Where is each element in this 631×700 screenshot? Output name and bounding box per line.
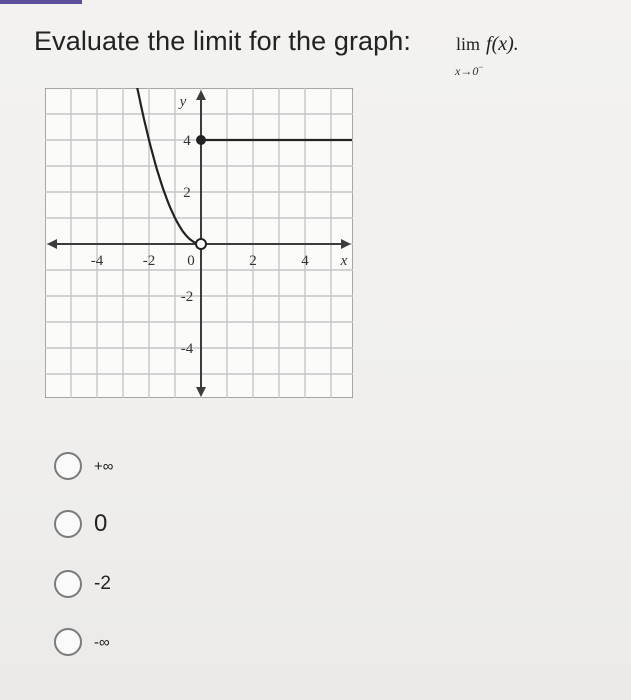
limit-word: lim [456, 34, 481, 54]
option-label: -2 [94, 573, 111, 594]
x-tick-label: 0 [187, 253, 195, 269]
y-tick-label: -4 [180, 341, 194, 357]
x-tick-label: -4 [90, 253, 104, 269]
option-minus-infinity[interactable] [54, 628, 110, 656]
y-tick-label: 4 [183, 133, 191, 149]
limit-function: f(x). [486, 33, 519, 55]
option-plus-infinity[interactable] [54, 452, 113, 480]
x-axis-label: x [340, 253, 348, 269]
closed-point [196, 135, 206, 145]
function-graph [45, 88, 353, 398]
option-negative-two[interactable] [54, 570, 111, 598]
radio-button[interactable] [54, 628, 82, 656]
option-label: +∞ [94, 457, 114, 475]
limit-approach [455, 62, 483, 79]
y-tick-label: 2 [183, 185, 191, 201]
limit-approach-side: − [478, 62, 484, 72]
radio-button[interactable] [54, 570, 82, 598]
option-label: 0 [94, 510, 108, 537]
radio-button[interactable] [54, 510, 82, 538]
limit-approach-text: x→0 [455, 64, 479, 78]
question-text: Evaluate the limit for the graph: [34, 26, 412, 56]
radio-button[interactable] [54, 452, 82, 480]
x-tick-label: -2 [142, 253, 156, 269]
option-label: -∞ [94, 633, 110, 651]
graph-svg [45, 88, 353, 398]
y-tick-label: -2 [180, 289, 194, 305]
top-accent-bar [0, 0, 82, 4]
x-tick-label: 4 [301, 253, 309, 269]
open-point [196, 239, 206, 249]
limit-expression [456, 33, 519, 56]
y-axis-label: y [179, 94, 187, 110]
x-tick-label: 2 [249, 253, 257, 269]
option-zero[interactable] [54, 510, 107, 538]
